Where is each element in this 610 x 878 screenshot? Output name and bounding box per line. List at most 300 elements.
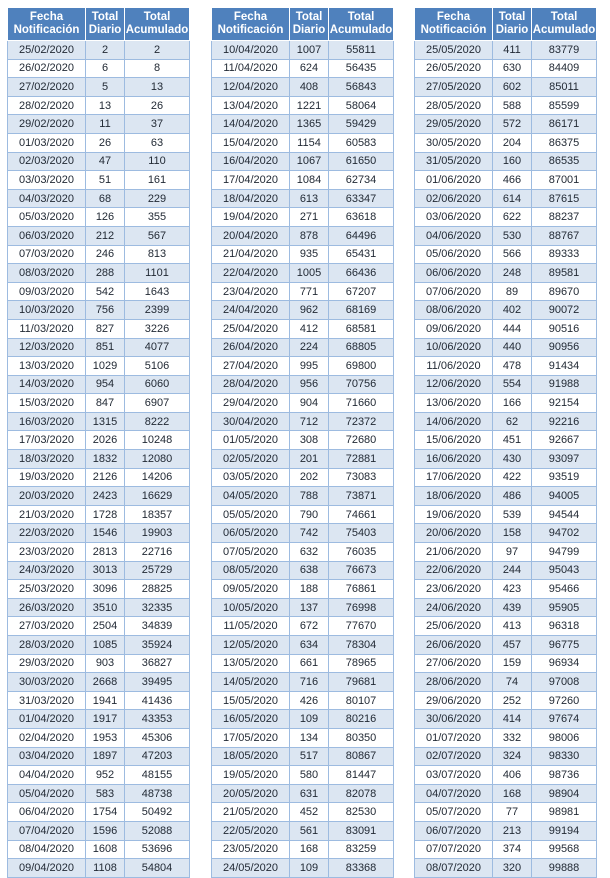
table-row [8, 171, 190, 190]
cell-total-acumulado: 71660 [329, 394, 394, 413]
cell-total-acumulado: 98981 [532, 803, 597, 822]
table-body [8, 41, 190, 878]
cell-fecha: 04/07/2020 [415, 784, 493, 803]
cell-total-acumulado: 10248 [125, 431, 190, 450]
cell-total-acumulado: 54804 [125, 859, 190, 878]
table-row [8, 691, 190, 710]
cell-total-acumulado: 91434 [532, 357, 597, 376]
cell-total-diario: 411 [493, 41, 532, 60]
cell-fecha: 25/04/2020 [212, 319, 290, 338]
table-row [415, 412, 597, 431]
cell-fecha: 26/03/2020 [8, 598, 86, 617]
cell-fecha: 17/04/2020 [212, 171, 290, 190]
cell-total-diario: 271 [290, 208, 329, 227]
cell-total-diario: 402 [493, 301, 532, 320]
cell-fecha: 20/05/2020 [212, 784, 290, 803]
header-fecha: Fecha Notificación [212, 8, 290, 41]
cell-total-acumulado: 45306 [125, 728, 190, 747]
cell-fecha: 05/03/2020 [8, 208, 86, 227]
cell-total-acumulado: 13 [125, 78, 190, 97]
cell-total-diario: 1154 [290, 133, 329, 152]
table-row [415, 821, 597, 840]
cell-total-diario: 168 [290, 840, 329, 859]
cell-total-acumulado: 68581 [329, 319, 394, 338]
table-row [212, 375, 394, 394]
cell-fecha: 06/06/2020 [415, 264, 493, 283]
cell-fecha: 06/07/2020 [415, 821, 493, 840]
cell-total-acumulado: 67207 [329, 282, 394, 301]
cell-total-acumulado: 80216 [329, 710, 394, 729]
cell-total-diario: 954 [86, 375, 125, 394]
table-row [212, 636, 394, 655]
cell-total-diario: 109 [290, 859, 329, 878]
cell-total-diario: 1067 [290, 152, 329, 171]
cell-total-diario: 6 [86, 59, 125, 78]
cell-total-acumulado: 1643 [125, 282, 190, 301]
cell-total-acumulado: 80350 [329, 728, 394, 747]
table-row [415, 487, 597, 506]
cell-fecha: 09/05/2020 [212, 580, 290, 599]
cell-fecha: 07/05/2020 [212, 543, 290, 562]
cell-fecha: 26/02/2020 [8, 59, 86, 78]
cell-total-diario: 439 [493, 598, 532, 617]
cell-total-diario: 530 [493, 226, 532, 245]
table-row [8, 598, 190, 617]
table-row [212, 728, 394, 747]
cell-total-diario: 3510 [86, 598, 125, 617]
cell-fecha: 31/05/2020 [415, 152, 493, 171]
cell-total-diario: 422 [493, 468, 532, 487]
table-row [415, 673, 597, 692]
cell-fecha: 25/02/2020 [8, 41, 86, 60]
table-row [212, 450, 394, 469]
cell-total-diario: 47 [86, 152, 125, 171]
cell-total-diario: 827 [86, 319, 125, 338]
table-row [8, 319, 190, 338]
cell-fecha: 06/04/2020 [8, 803, 86, 822]
cell-fecha: 15/04/2020 [212, 133, 290, 152]
cell-total-diario: 583 [86, 784, 125, 803]
cell-total-diario: 790 [290, 505, 329, 524]
cell-total-diario: 712 [290, 412, 329, 431]
cell-fecha: 29/03/2020 [8, 654, 86, 673]
cell-total-acumulado: 78965 [329, 654, 394, 673]
cell-total-diario: 903 [86, 654, 125, 673]
header-fecha: Fecha Notificación [415, 8, 493, 41]
cell-total-diario: 466 [493, 171, 532, 190]
cell-total-diario: 580 [290, 766, 329, 785]
cell-total-acumulado: 86375 [532, 133, 597, 152]
cell-fecha: 13/05/2020 [212, 654, 290, 673]
cell-total-acumulado: 95466 [532, 580, 597, 599]
data-table-3 [414, 7, 597, 878]
cell-total-acumulado: 94702 [532, 524, 597, 543]
cell-total-acumulado: 94799 [532, 543, 597, 562]
cell-total-diario: 1832 [86, 450, 125, 469]
table-row [8, 78, 190, 97]
table-row [8, 245, 190, 264]
cell-total-acumulado: 89670 [532, 282, 597, 301]
cell-total-diario: 430 [493, 450, 532, 469]
cell-fecha: 21/03/2020 [8, 505, 86, 524]
cell-total-diario: 561 [290, 821, 329, 840]
cell-fecha: 05/04/2020 [8, 784, 86, 803]
table-row [415, 208, 597, 227]
cell-total-diario: 1085 [86, 636, 125, 655]
cell-fecha: 14/05/2020 [212, 673, 290, 692]
cell-fecha: 05/06/2020 [415, 245, 493, 264]
cell-fecha: 01/05/2020 [212, 431, 290, 450]
cell-fecha: 19/06/2020 [415, 505, 493, 524]
cell-total-acumulado: 12080 [125, 450, 190, 469]
cell-fecha: 24/05/2020 [212, 859, 290, 878]
cell-total-diario: 252 [493, 691, 532, 710]
cell-total-diario: 426 [290, 691, 329, 710]
cell-total-diario: 995 [290, 357, 329, 376]
cell-total-acumulado: 98006 [532, 728, 597, 747]
table-row [8, 673, 190, 692]
cell-total-acumulado: 88237 [532, 208, 597, 227]
table-row [415, 728, 597, 747]
cell-total-acumulado: 90072 [532, 301, 597, 320]
cell-total-diario: 771 [290, 282, 329, 301]
table-row [212, 245, 394, 264]
cell-fecha: 08/05/2020 [212, 561, 290, 580]
cell-total-diario: 1917 [86, 710, 125, 729]
cell-fecha: 28/04/2020 [212, 375, 290, 394]
cell-total-acumulado: 66436 [329, 264, 394, 283]
cell-fecha: 02/05/2020 [212, 450, 290, 469]
cell-total-diario: 201 [290, 450, 329, 469]
cell-fecha: 09/03/2020 [8, 282, 86, 301]
cell-fecha: 04/06/2020 [415, 226, 493, 245]
cell-fecha: 16/04/2020 [212, 152, 290, 171]
cell-total-acumulado: 96775 [532, 636, 597, 655]
table-row [415, 78, 597, 97]
cell-fecha: 08/07/2020 [415, 859, 493, 878]
cell-total-diario: 2126 [86, 468, 125, 487]
cell-fecha: 15/05/2020 [212, 691, 290, 710]
cell-fecha: 17/05/2020 [212, 728, 290, 747]
cell-fecha: 26/05/2020 [415, 59, 493, 78]
table-row [415, 654, 597, 673]
cell-total-diario: 630 [493, 59, 532, 78]
table-row [8, 282, 190, 301]
cell-total-acumulado: 94544 [532, 505, 597, 524]
cell-fecha: 19/05/2020 [212, 766, 290, 785]
cell-fecha: 11/04/2020 [212, 59, 290, 78]
cell-total-acumulado: 97674 [532, 710, 597, 729]
cell-total-diario: 878 [290, 226, 329, 245]
cell-fecha: 28/05/2020 [415, 96, 493, 115]
table-row [212, 133, 394, 152]
cell-total-acumulado: 93097 [532, 450, 597, 469]
cell-fecha: 03/04/2020 [8, 747, 86, 766]
table-row [415, 245, 597, 264]
cell-total-diario: 408 [290, 78, 329, 97]
cell-total-diario: 188 [290, 580, 329, 599]
cell-fecha: 20/03/2020 [8, 487, 86, 506]
cell-total-diario: 1005 [290, 264, 329, 283]
cell-fecha: 04/03/2020 [8, 189, 86, 208]
cell-total-diario: 1608 [86, 840, 125, 859]
cell-total-diario: 962 [290, 301, 329, 320]
cell-total-acumulado: 99194 [532, 821, 597, 840]
cell-total-acumulado: 76673 [329, 561, 394, 580]
cell-total-diario: 212 [86, 226, 125, 245]
cell-total-acumulado: 69800 [329, 357, 394, 376]
cell-fecha: 23/04/2020 [212, 282, 290, 301]
cell-fecha: 14/06/2020 [415, 412, 493, 431]
cell-fecha: 09/04/2020 [8, 859, 86, 878]
cell-total-diario: 631 [290, 784, 329, 803]
cell-fecha: 17/06/2020 [415, 468, 493, 487]
table-row [212, 226, 394, 245]
cell-total-acumulado: 52088 [125, 821, 190, 840]
cell-total-acumulado: 83779 [532, 41, 597, 60]
cell-total-diario: 634 [290, 636, 329, 655]
cell-total-acumulado: 56435 [329, 59, 394, 78]
table-row [8, 654, 190, 673]
cell-total-acumulado: 48738 [125, 784, 190, 803]
cell-fecha: 26/04/2020 [212, 338, 290, 357]
cell-total-acumulado: 72680 [329, 431, 394, 450]
cell-total-diario: 159 [493, 654, 532, 673]
cell-total-diario: 89 [493, 282, 532, 301]
cell-total-diario: 1084 [290, 171, 329, 190]
cell-fecha: 02/03/2020 [8, 152, 86, 171]
table-row [415, 431, 597, 450]
cell-fecha: 04/05/2020 [212, 487, 290, 506]
cell-total-diario: 204 [493, 133, 532, 152]
cell-total-acumulado: 48155 [125, 766, 190, 785]
cell-total-diario: 622 [493, 208, 532, 227]
table-row [212, 59, 394, 78]
cell-fecha: 13/06/2020 [415, 394, 493, 413]
table-row [415, 96, 597, 115]
table-row [415, 133, 597, 152]
cell-total-diario: 320 [493, 859, 532, 878]
cell-total-acumulado: 78304 [329, 636, 394, 655]
cell-total-diario: 742 [290, 524, 329, 543]
table-row [415, 710, 597, 729]
cell-total-diario: 478 [493, 357, 532, 376]
cell-fecha: 26/06/2020 [415, 636, 493, 655]
cell-fecha: 27/06/2020 [415, 654, 493, 673]
cell-total-acumulado: 95043 [532, 561, 597, 580]
table-row [8, 208, 190, 227]
cell-total-diario: 904 [290, 394, 329, 413]
cell-fecha: 30/06/2020 [415, 710, 493, 729]
cell-total-diario: 168 [493, 784, 532, 803]
cell-total-diario: 246 [86, 245, 125, 264]
cell-total-acumulado: 50492 [125, 803, 190, 822]
cell-total-diario: 414 [493, 710, 532, 729]
table-row [8, 636, 190, 655]
cell-fecha: 29/04/2020 [212, 394, 290, 413]
table-row [8, 189, 190, 208]
cell-total-acumulado: 96318 [532, 617, 597, 636]
table-row [415, 264, 597, 283]
table-row [415, 450, 597, 469]
cell-total-diario: 406 [493, 766, 532, 785]
cell-total-acumulado: 26 [125, 96, 190, 115]
cell-total-acumulado: 18357 [125, 505, 190, 524]
table-row [8, 505, 190, 524]
cell-total-diario: 517 [290, 747, 329, 766]
cell-fecha: 08/03/2020 [8, 264, 86, 283]
cell-total-acumulado: 89581 [532, 264, 597, 283]
cell-total-diario: 1007 [290, 41, 329, 60]
cell-total-acumulado: 25729 [125, 561, 190, 580]
cell-fecha: 28/02/2020 [8, 96, 86, 115]
table-row [415, 803, 597, 822]
cell-fecha: 22/03/2020 [8, 524, 86, 543]
table-row [415, 543, 597, 562]
header-fecha: Fecha Notificación [8, 8, 86, 41]
header-row [415, 8, 597, 41]
cell-total-acumulado: 68805 [329, 338, 394, 357]
cell-total-acumulado: 5106 [125, 357, 190, 376]
table-row [415, 524, 597, 543]
table-row [8, 338, 190, 357]
table-row [212, 468, 394, 487]
cell-fecha: 17/03/2020 [8, 431, 86, 450]
cell-total-diario: 288 [86, 264, 125, 283]
table-row [415, 171, 597, 190]
cell-total-diario: 956 [290, 375, 329, 394]
cell-total-diario: 3013 [86, 561, 125, 580]
cell-total-acumulado: 813 [125, 245, 190, 264]
cell-total-diario: 451 [493, 431, 532, 450]
cell-fecha: 25/06/2020 [415, 617, 493, 636]
table-row [8, 41, 190, 60]
table-row [212, 580, 394, 599]
cell-total-acumulado: 85599 [532, 96, 597, 115]
cell-total-acumulado: 74661 [329, 505, 394, 524]
cell-total-acumulado: 32335 [125, 598, 190, 617]
cell-fecha: 18/05/2020 [212, 747, 290, 766]
table-row [8, 821, 190, 840]
cell-total-diario: 2668 [86, 673, 125, 692]
cell-total-acumulado: 97260 [532, 691, 597, 710]
cell-total-acumulado: 88767 [532, 226, 597, 245]
cell-total-diario: 158 [493, 524, 532, 543]
cell-total-acumulado: 84409 [532, 59, 597, 78]
table-row [415, 598, 597, 617]
cell-fecha: 01/06/2020 [415, 171, 493, 190]
table-row [8, 747, 190, 766]
table-row [415, 468, 597, 487]
table-row [212, 189, 394, 208]
cell-total-diario: 1728 [86, 505, 125, 524]
cell-fecha: 30/05/2020 [415, 133, 493, 152]
table-row [415, 152, 597, 171]
cell-total-diario: 213 [493, 821, 532, 840]
table-row [8, 617, 190, 636]
table-row [415, 766, 597, 785]
table-row [212, 524, 394, 543]
cell-fecha: 22/04/2020 [212, 264, 290, 283]
cell-total-acumulado: 73083 [329, 468, 394, 487]
cell-fecha: 19/03/2020 [8, 468, 86, 487]
table-row [8, 859, 190, 878]
cell-total-diario: 77 [493, 803, 532, 822]
table-row [415, 319, 597, 338]
cell-total-diario: 588 [493, 96, 532, 115]
cell-fecha: 11/03/2020 [8, 319, 86, 338]
table-body [415, 41, 597, 878]
cell-total-acumulado: 99568 [532, 840, 597, 859]
table-row [415, 747, 597, 766]
cell-total-acumulado: 61650 [329, 152, 394, 171]
table-row [212, 784, 394, 803]
cell-total-acumulado: 80107 [329, 691, 394, 710]
table-row [212, 673, 394, 692]
table-row [8, 487, 190, 506]
cell-total-diario: 440 [493, 338, 532, 357]
cell-total-diario: 788 [290, 487, 329, 506]
table-row [212, 152, 394, 171]
cell-total-acumulado: 97008 [532, 673, 597, 692]
cell-fecha: 16/06/2020 [415, 450, 493, 469]
cell-fecha: 16/03/2020 [8, 412, 86, 431]
cell-fecha: 23/06/2020 [415, 580, 493, 599]
cell-total-diario: 332 [493, 728, 532, 747]
cell-total-acumulado: 2399 [125, 301, 190, 320]
cell-total-diario: 1108 [86, 859, 125, 878]
table-row [212, 357, 394, 376]
table-row [212, 394, 394, 413]
table-row [8, 766, 190, 785]
table-row [415, 394, 597, 413]
cell-fecha: 03/07/2020 [415, 766, 493, 785]
table-row [415, 301, 597, 320]
cell-total-diario: 602 [493, 78, 532, 97]
cell-total-acumulado: 22716 [125, 543, 190, 562]
cell-fecha: 27/03/2020 [8, 617, 86, 636]
cell-total-acumulado: 2 [125, 41, 190, 60]
cell-total-acumulado: 75403 [329, 524, 394, 543]
cell-total-diario: 444 [493, 319, 532, 338]
cell-total-diario: 847 [86, 394, 125, 413]
data-table-2 [211, 7, 394, 878]
cell-total-acumulado: 82078 [329, 784, 394, 803]
cell-fecha: 18/03/2020 [8, 450, 86, 469]
cell-total-diario: 572 [493, 115, 532, 134]
cell-fecha: 12/05/2020 [212, 636, 290, 655]
table-row [212, 617, 394, 636]
cell-fecha: 25/05/2020 [415, 41, 493, 60]
cell-total-acumulado: 8 [125, 59, 190, 78]
cell-total-acumulado: 110 [125, 152, 190, 171]
cell-total-diario: 716 [290, 673, 329, 692]
cell-total-acumulado: 92154 [532, 394, 597, 413]
cell-total-diario: 13 [86, 96, 125, 115]
cell-fecha: 30/04/2020 [212, 412, 290, 431]
cell-fecha: 18/06/2020 [415, 487, 493, 506]
cell-total-acumulado: 98904 [532, 784, 597, 803]
cell-total-acumulado: 76998 [329, 598, 394, 617]
cell-fecha: 16/05/2020 [212, 710, 290, 729]
table-row [415, 357, 597, 376]
cell-fecha: 12/04/2020 [212, 78, 290, 97]
cell-total-acumulado: 4077 [125, 338, 190, 357]
table-row [8, 59, 190, 78]
table-row [415, 226, 597, 245]
cell-total-acumulado: 86171 [532, 115, 597, 134]
cell-total-diario: 614 [493, 189, 532, 208]
